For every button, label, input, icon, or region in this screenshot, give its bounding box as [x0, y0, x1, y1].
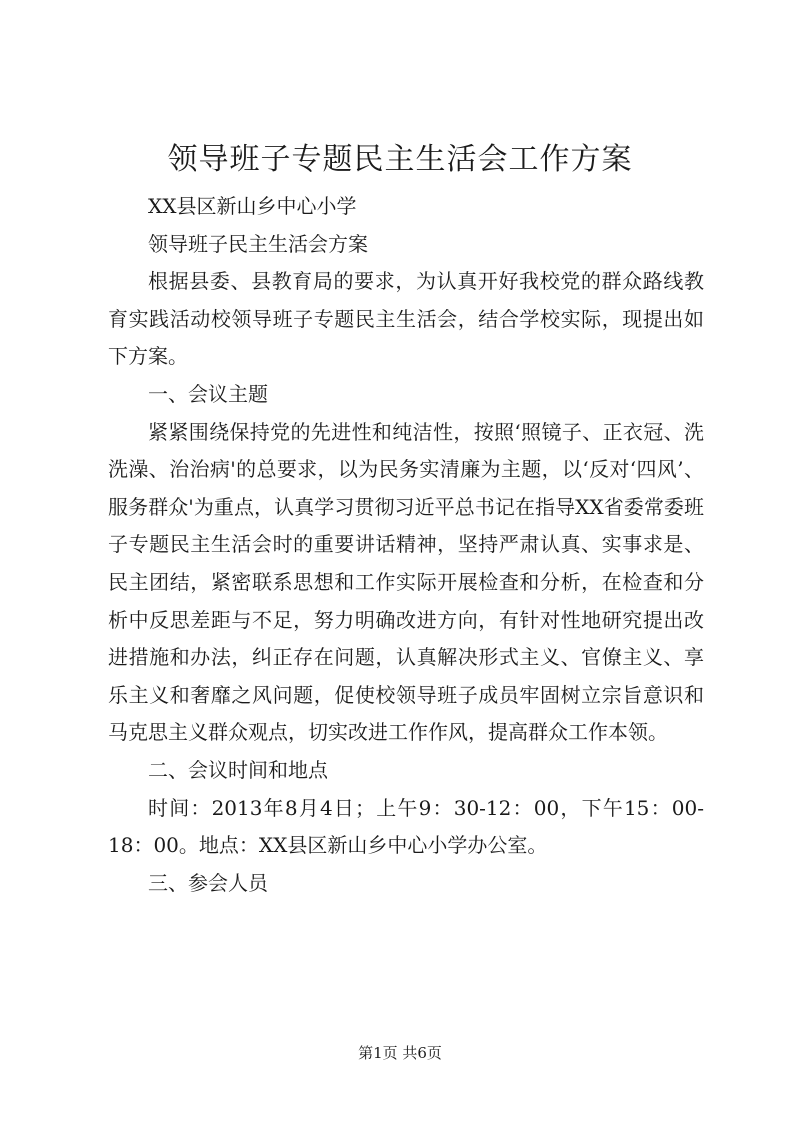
time-place-paragraph: 时间：2013年8月4日；上午9：30-12：00，下午15：00-18：00。地点：XX县区新山乡中心小学办公室。: [108, 795, 704, 858]
plan-subtitle: 领导班子民主生活会方案: [148, 231, 368, 256]
section-heading-time-place: 二、会议时间和地点: [148, 757, 328, 782]
theme-paragraph: 紧紧围绕保持党的先进性和纯洁性，按照‘照镜子、正衣冠、洗洗澡、治治病'的总要求，以为民务实清廉为主题，以‘反对‘四风’、服务群众'为重点，认真学习贯彻习近平总书记在指导XX省委常委班子专题民主生活会时的重要讲话精神，坚持严肃认真、实事求是、民主团结，紧密联系思想和工作实际开展检查和分析，在检查和分析中反思差距与不足，努力明确改进方向，有针对性地研究提出改进措施和办法，纠正存在问题，认真解决形式主义、官僚主义、享乐主义和奢靡之风问题，促使校领导班子成员牢固树立宗旨意识和马克思主义群众观点，切实改进工作作风，提高群众工作本领。: [108, 419, 704, 745]
document-body: [108, 188, 704, 902]
document-title: 领导班子专题民主生活会工作方案: [167, 142, 633, 177]
page-number-footer: 第1页 共6页: [358, 1044, 442, 1062]
school-name-line: XX县区新山乡中心小学: [148, 194, 357, 218]
intro-paragraph: 根据县委、县教育局的要求，为认真开好我校党的群众路线教育实践活动校领导班子专题民主生活会，结合学校实际，现提出如下方案。: [108, 269, 704, 369]
section-heading-theme: 一、会议主题: [148, 381, 268, 406]
section-heading-attendees: 三、参会人员: [148, 870, 268, 895]
